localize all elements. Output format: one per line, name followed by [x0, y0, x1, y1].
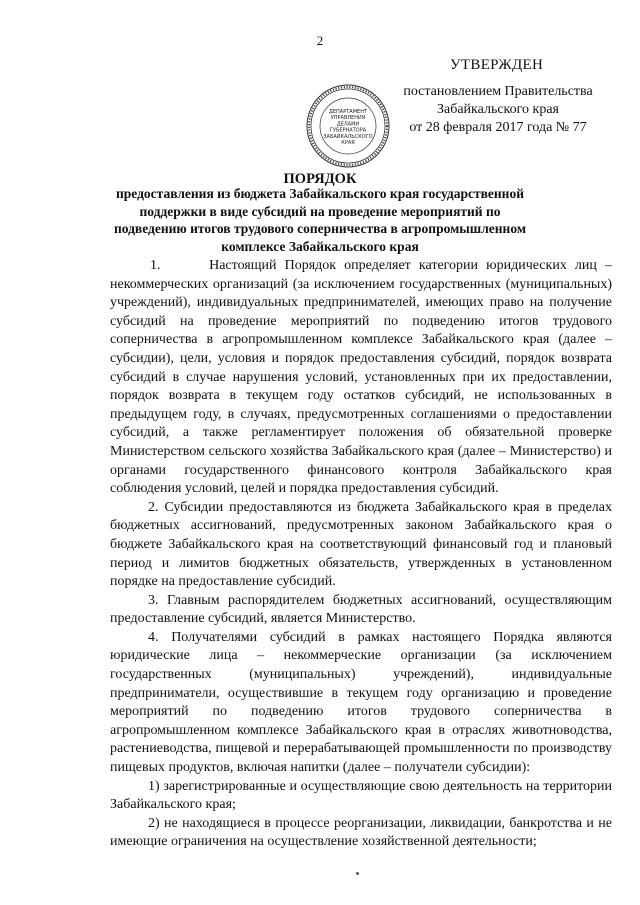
paragraph-2: 2. Субсидии предоставляются из бюджета Забайкальского края в пределах бюджетных ассигнований, предусмотренных законом Забайкальского края о бюджете Забайкальского края на соответствующий финансовый год и плановый период и лимитов бюджетных обязательств, утвержденных в установленном порядке на предоставление субсидий. — [110, 499, 612, 590]
page-number: 2 — [316, 33, 324, 48]
paragraph-4-item-2: 2) не находящиеся в процессе реорганизации, ликвидации, банкротства и не имеющие ограничения на осуществление хозяйственной деятельности; — [110, 815, 612, 850]
stamp-line: КРАЯ — [341, 140, 355, 146]
paragraph-1: 1. Настоящий Порядок определяет категории юридических лиц – некоммерческих организаций (за исключением государственных (муниципальных) учреждений), индивидуальных предпринимателей, имеющих право на получение субсидий на проведение мероприятий по подведению итогов трудового соперничества в агропромышленном комплексе Забайкальского края (далее – субсидии), цели, условия и порядок предоставления субсидий, порядок возврата субсидий в случае нарушения условий, установленных при их предоставлении, порядок возврата в текущем году остатков субсидий, не использованных в предыдущем году, в случаях, предусмотренных соглашениями о предоставлении субсидий, а также регламентирует положения об обязательной проверке Министерством сельского хозяйства Забайкальского края (далее – Министерство) и органами государственного финансового контроля Забайкальского края соблюдения условий, целей и порядка предоставления субсидий. — [110, 258, 612, 497]
stamp-line: УПРАВЛЕНИЯ — [330, 115, 366, 122]
paragraph-4-item-1: 1) зарегистрированные и осуществляющие свою деятельность на территории Забайкальского края; — [110, 778, 612, 813]
stamp-line: ДЕПАРТАМЕНТ — [328, 109, 368, 115]
scan-speck — [356, 872, 359, 875]
approval-title: УТВЕРЖДЕН — [450, 57, 544, 73]
document-subheading: предоставления из бюджета Забайкальского края государственной поддержки в виде субсидий на проведение мероприятий по подведению итогов трудового соперничества в агропромышленном комплексе Забайкальского края — [113, 186, 527, 254]
stamp-line: ГУБЕРНАТОРА — [329, 127, 367, 134]
document-heading: ПОРЯДОК — [283, 171, 357, 187]
approval-line-3: от 28 февраля 2017 года № 77 — [409, 120, 587, 135]
approval-line-1: постановлением Правительства — [403, 84, 593, 99]
document-body — [110, 257, 612, 852]
approval-line-2: Забайкальского края — [436, 102, 559, 117]
approval-block — [393, 83, 603, 137]
official-stamp — [305, 83, 391, 169]
stamp-line: ДЕЛАМИ — [336, 121, 360, 128]
paragraph-3: 3. Главным распорядителем бюджетных ассигнований, осуществляющим предоставление субсидий, является Министерство. — [110, 592, 612, 627]
paragraph-4: 4. Получателями субсидий в рамках настоящего Порядка являются юридические лица – некоммерческие организации (за исключением государственных (муниципальных) учреждений), индивидуальные предприниматели, осуществившие в текущем году организацию и проведение мероприятий по подведению итогов трудового соперничества в агропромышленном комплексе Забайкальского края в отраслях животноводства, растениеводства, пищевой и перерабатывающей промышленности по производству пищевых продуктов, включая напитки (далее – получатели субсидии): — [110, 629, 612, 776]
stamp-line: ЗАБАЙКАЛЬСКОГО — [323, 133, 373, 140]
